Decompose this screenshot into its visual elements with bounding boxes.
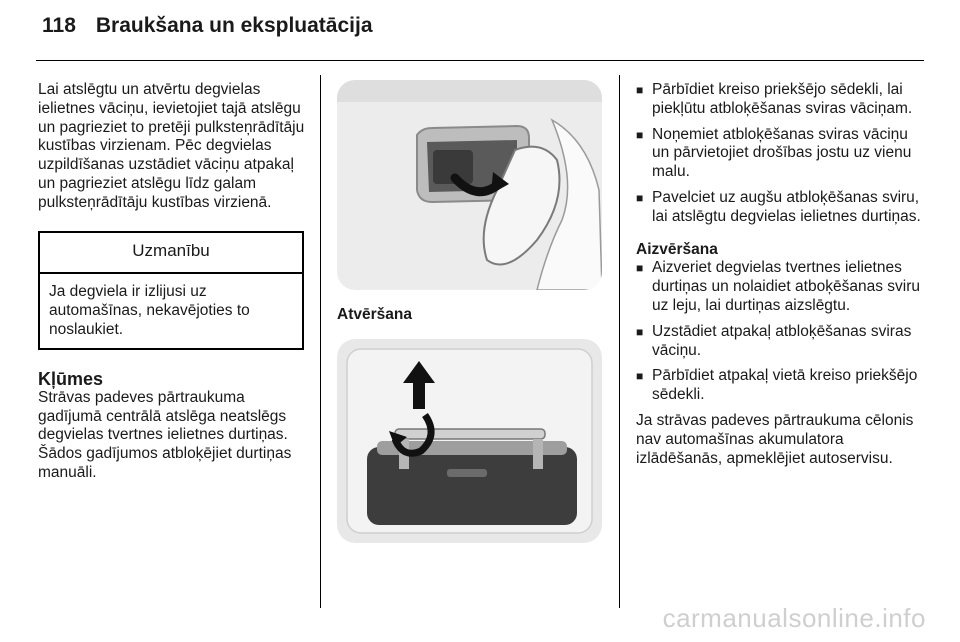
closing-heading: Aizvēršana bbox=[636, 240, 718, 258]
column-2 bbox=[337, 80, 605, 543]
intro-paragraph: Lai atslēgtu un atvērtu degvielas ielietnes vāciņu, ievietojiet tajā atslēgu un pagrieziet to pretēji pulksteņrādītāju kustības virzienam. Pēc degvielas uzpildīšanas uzstādiet vāciņu atpakaļ un pagrieziet atslēgu līdz galam pulksteņrādītāju kustības virzienā. bbox=[38, 81, 305, 211]
closing-paragraph: Ja strāvas padeves pārtraukuma cēlonis nav automašīnas akumulatora izlādēšanās, apmeklējiet autoservisu. bbox=[636, 411, 914, 467]
watermark: carmanualsonline.info bbox=[662, 603, 926, 633]
caution-box bbox=[38, 231, 304, 350]
column-1 bbox=[38, 81, 310, 483]
faults-heading: Kļūmes bbox=[38, 368, 104, 389]
page-title: Braukšana un ekspluatācija bbox=[95, 14, 373, 37]
column-divider-2 bbox=[619, 75, 620, 608]
caution-title: Uzmanību bbox=[40, 233, 302, 275]
list-item: ■ Aizveriet degvielas tvertnes ielietnes durtiņas un nolaidiet atboķēšanas sviru uz leju, lai durtiņas aizslēgtu. bbox=[636, 259, 926, 315]
faults-paragraph: Strāvas padeves pārtraukuma gadījumā centrālā atslēga neatslēgs degvielas tvertnes ielietnes durtiņas. Šādos gadījumos atbloķējiet durtiņas manuāli. bbox=[38, 388, 292, 481]
list-item: ■ Pārbīdiet kreiso priekšējo sēdekli, lai piekļūtu atbloķēšanas sviras vāciņam. bbox=[636, 81, 926, 119]
list-item: ■ Uzstādiet atpakaļ atbloķēšanas sviras vāciņu. bbox=[636, 323, 926, 361]
page-number: 118 bbox=[42, 14, 76, 37]
caution-text: Ja degviela ir izlijusi uz automašīnas, nekavējoties to noslaukiet. bbox=[49, 283, 250, 338]
fuel-door-key-illustration bbox=[337, 80, 602, 290]
page-header bbox=[42, 14, 373, 38]
figure-caption-opening: Atvēršana bbox=[337, 306, 412, 323]
list-item: ■ Noņemiet atbloķēšanas sviras vāciņu un pārvietojiet drošības jostu uz vienu malu. bbox=[636, 126, 926, 182]
closing-steps bbox=[636, 259, 926, 405]
column-divider-1 bbox=[320, 75, 321, 608]
list-item: ■ Pavelciet uz augšu atbloķēšanas sviru, lai atslēgtu degvielas ielietnes durtiņas. bbox=[636, 189, 926, 227]
opening-steps bbox=[636, 81, 926, 227]
column-3 bbox=[636, 81, 926, 468]
header-rule bbox=[36, 60, 924, 61]
list-item: ■ Pārbīdiet atpakaļ vietā kreiso priekšējo sēdekli. bbox=[636, 367, 926, 405]
release-lever-illustration bbox=[337, 339, 602, 543]
